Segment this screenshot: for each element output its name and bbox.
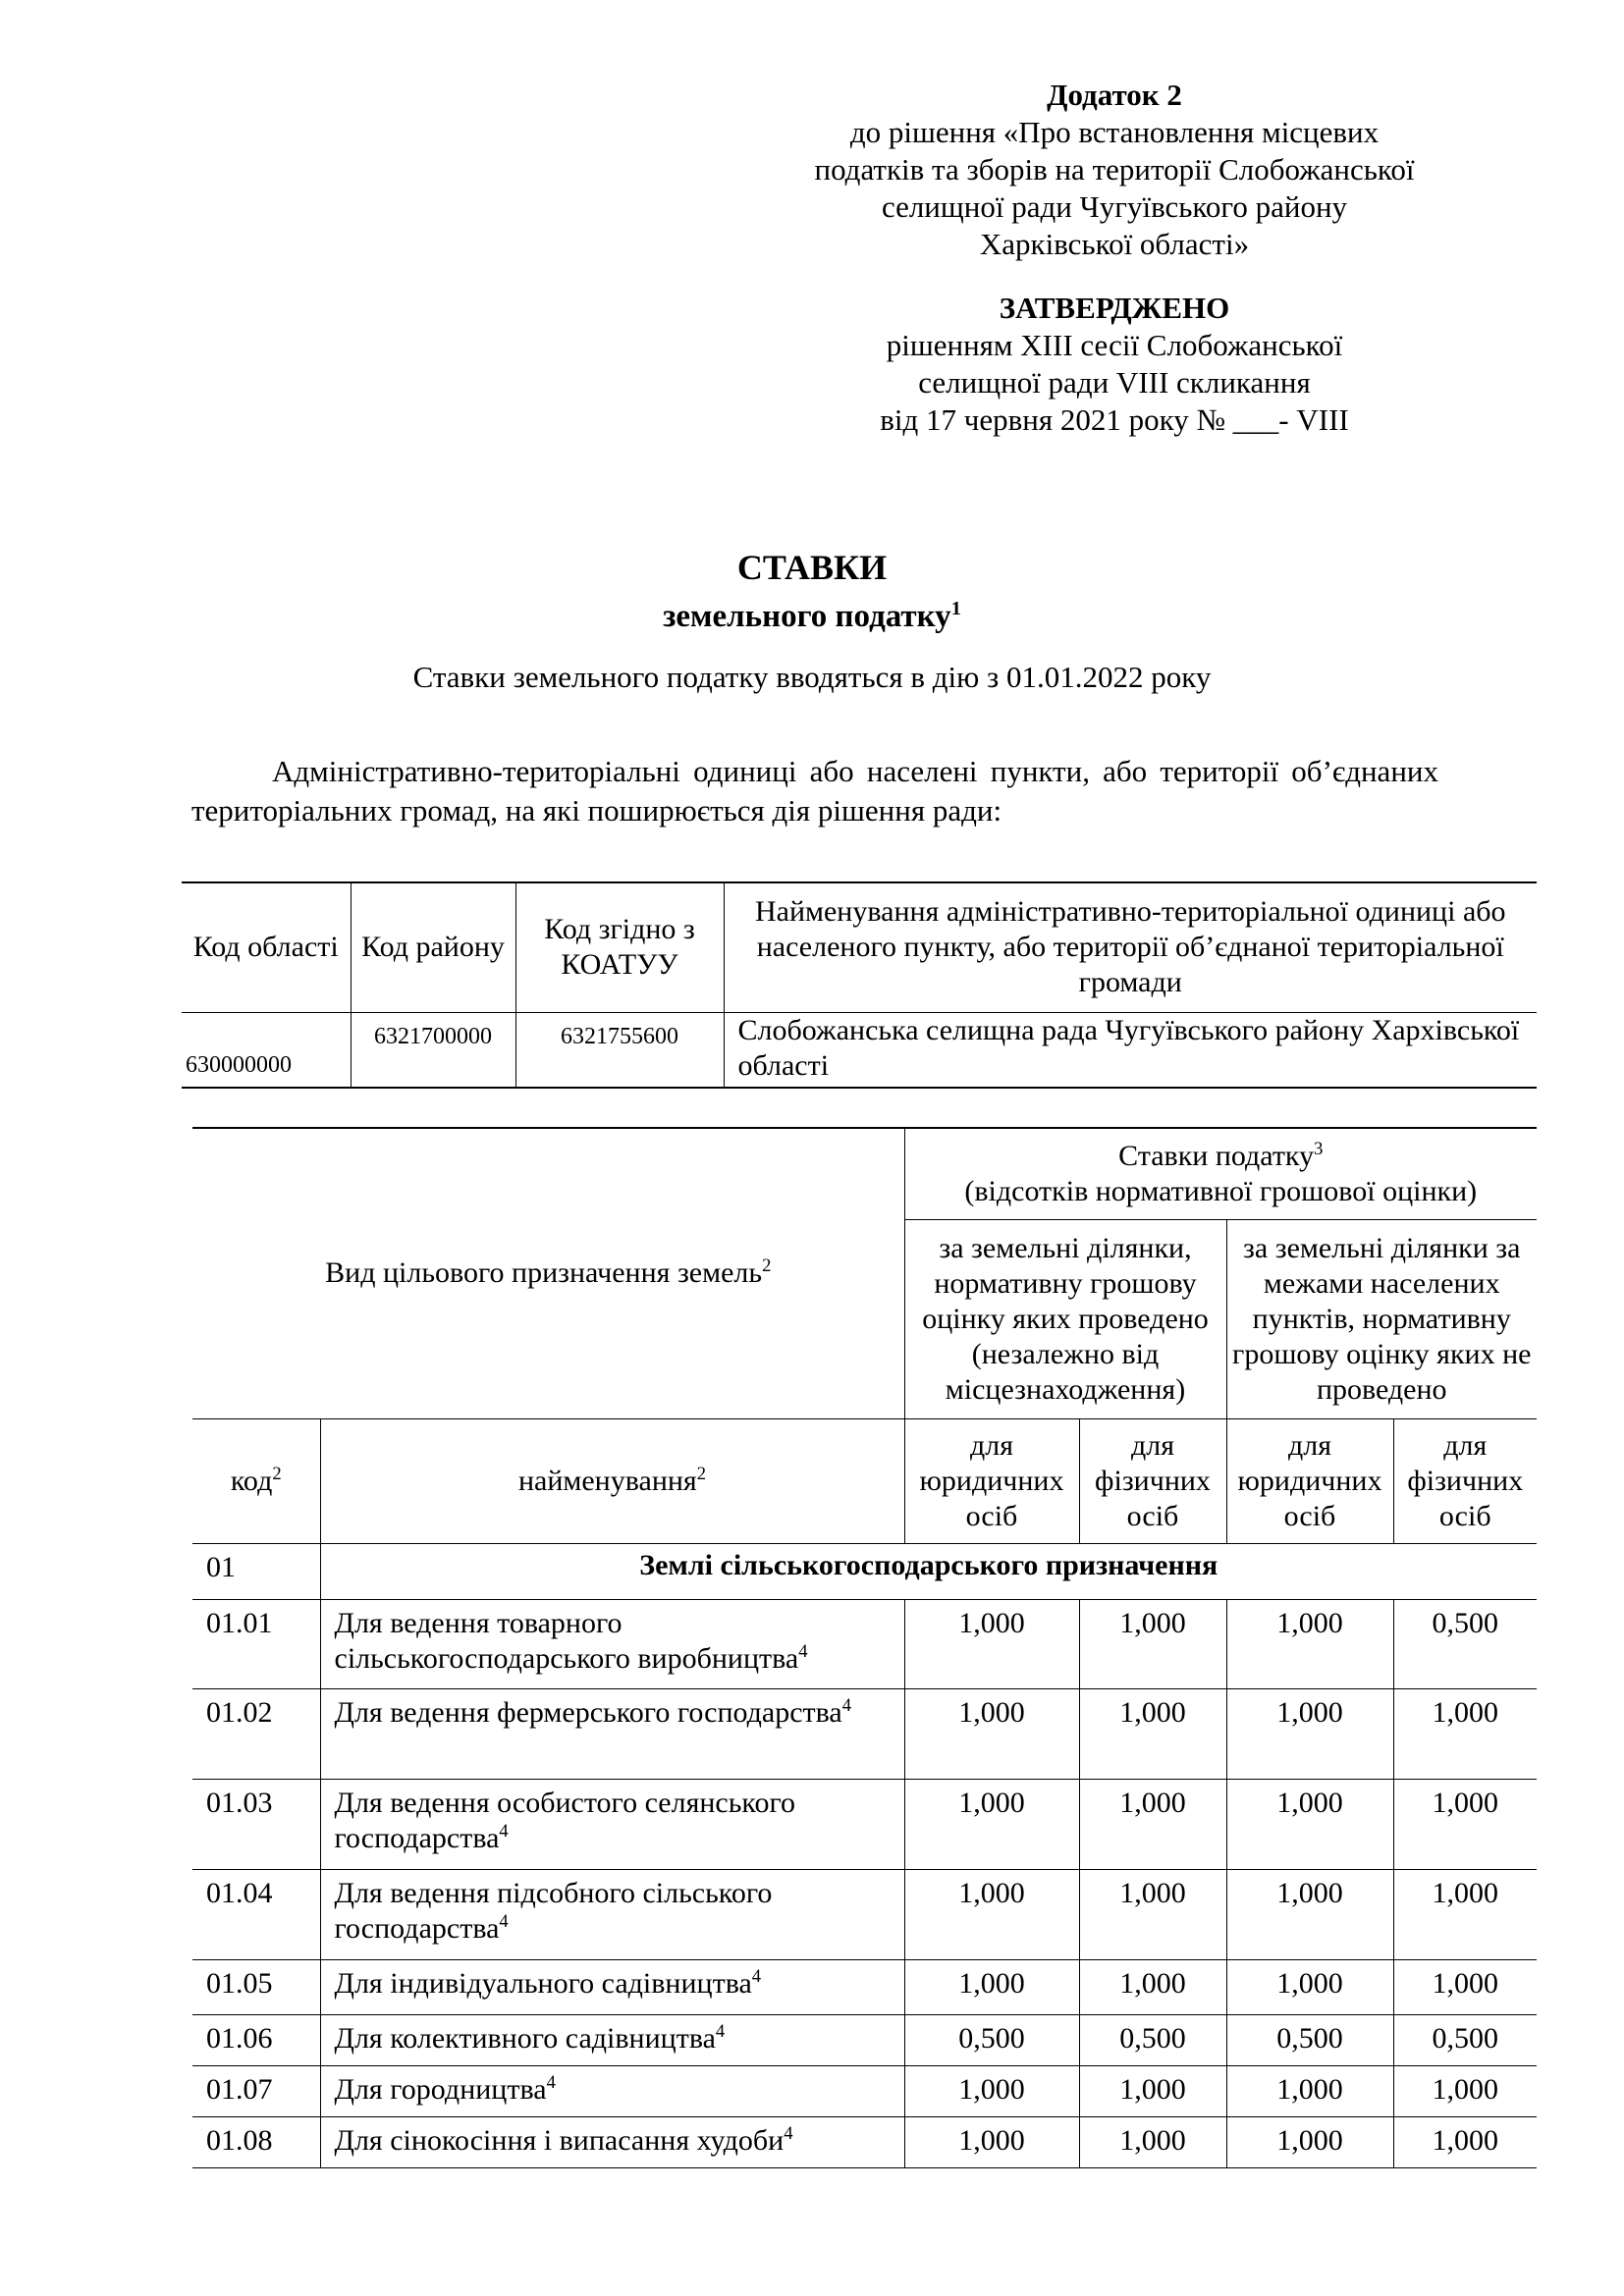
footnote-ref: 4 bbox=[499, 1820, 509, 1842]
legal-entities-header: для юридичних осіб bbox=[904, 1418, 1079, 1543]
rate-assessed-individual: 1,000 bbox=[1079, 1959, 1226, 2014]
rate-row bbox=[192, 2065, 1537, 2116]
rate-unassessed-individual: 1,000 bbox=[1393, 1688, 1537, 1779]
district-code-value: 6321700000 bbox=[351, 1012, 515, 1088]
footnote-ref: 2 bbox=[272, 1463, 282, 1484]
assessed-header: за земельні ділянки, нормативну грошову оцінку яких проведено (незалежно від місцезнаходження) bbox=[904, 1219, 1226, 1418]
individuals-header: для фізичних осіб bbox=[1079, 1418, 1226, 1543]
rate-unassessed-individual: 1,000 bbox=[1393, 1869, 1537, 1959]
approved-block bbox=[746, 290, 1483, 439]
rate-row bbox=[192, 2014, 1537, 2065]
not-assessed-header: за земельні ділянки за межами населених пунктів, нормативну грошову оцінку яких не проведено bbox=[1226, 1219, 1537, 1418]
rate-assessed-individual: 1,000 bbox=[1079, 2116, 1226, 2167]
tax-rates-table bbox=[192, 1127, 1537, 2168]
footnote-ref: 4 bbox=[499, 1910, 509, 1932]
appendix-line: селищної ради Чугуївського району bbox=[881, 189, 1348, 224]
rate-assessed-legal: 1,000 bbox=[904, 1599, 1079, 1688]
rates-subheader: (відсотків нормативної грошової оцінки) bbox=[964, 1174, 1478, 1207]
land-use-code: 01.04 bbox=[192, 1869, 320, 1959]
koatuu-value: 6321755600 bbox=[515, 1012, 724, 1088]
land-use-code: 01.08 bbox=[192, 2116, 320, 2167]
rate-assessed-individual: 1,000 bbox=[1079, 2065, 1226, 2116]
land-use-code: 01.06 bbox=[192, 2014, 320, 2065]
header-unit-name: Найменування адміністративно-територіальної одиниці або населеного пункту, або території об’єднаної територіальної громади bbox=[724, 882, 1537, 1012]
approved-line: рішенням XIII сесії Слобожанської bbox=[886, 328, 1343, 362]
land-use-name-text: Для ведення особистого селянського господарства bbox=[334, 1786, 796, 1854]
rate-unassessed-legal: 0,500 bbox=[1226, 2014, 1393, 2065]
header-district-code: Код району bbox=[351, 882, 515, 1012]
land-use-name bbox=[320, 1779, 904, 1869]
rate-assessed-individual: 1,000 bbox=[1079, 1869, 1226, 1959]
appendix-line: до рішення «Про встановлення місцевих bbox=[849, 115, 1380, 149]
intro-paragraph: Адміністративно-територіальні одиниці або населені пункти, або території об’єднаних територіальних громад, на які поширюється дія рішення ради: bbox=[191, 754, 1438, 828]
rates-header-text: Ставки податку bbox=[1118, 1139, 1315, 1172]
purpose-header bbox=[192, 1128, 904, 1418]
rate-row bbox=[192, 1688, 1537, 1779]
rate-unassessed-legal: 1,000 bbox=[1226, 1959, 1393, 2014]
land-use-name bbox=[320, 1959, 904, 2014]
rate-unassessed-legal: 1,000 bbox=[1226, 2065, 1393, 2116]
footnote-ref: 3 bbox=[1314, 1138, 1324, 1159]
footnote-ref: 2 bbox=[762, 1255, 772, 1277]
footnote-ref: 4 bbox=[546, 2071, 556, 2093]
land-use-name-text: Для ведення товарного сільськогосподарського виробництва bbox=[334, 1606, 799, 1675]
land-use-name bbox=[320, 1869, 904, 1959]
subtitle-text: земельного податку bbox=[663, 599, 951, 634]
header-region-code: Код області bbox=[182, 882, 351, 1012]
individuals-header: для фізичних осіб bbox=[1393, 1418, 1537, 1543]
group-title: Землі сільськогосподарського призначення bbox=[320, 1543, 1537, 1599]
footnote-ref: 4 bbox=[784, 2122, 793, 2144]
footnote-ref: 2 bbox=[696, 1463, 707, 1484]
rate-unassessed-legal: 1,000 bbox=[1226, 1869, 1393, 1959]
footnote-ref: 4 bbox=[798, 1640, 808, 1662]
code-header-text: код bbox=[230, 1464, 273, 1497]
approved-title: ЗАТВЕРДЖЕНО bbox=[999, 291, 1230, 325]
footnote-ref: 4 bbox=[715, 2020, 726, 2042]
rate-assessed-individual: 1,000 bbox=[1079, 1599, 1226, 1688]
rate-unassessed-individual: 1,000 bbox=[1393, 2116, 1537, 2167]
land-use-name bbox=[320, 2116, 904, 2167]
rate-row bbox=[192, 1779, 1537, 1869]
land-use-code: 01.03 bbox=[192, 1779, 320, 1869]
rate-unassessed-individual: 1,000 bbox=[1393, 2065, 1537, 2116]
rate-unassessed-individual: 1,000 bbox=[1393, 1779, 1537, 1869]
approved-line: від 17 червня 2021 року № ___- VIII bbox=[880, 402, 1349, 437]
land-use-name bbox=[320, 1688, 904, 1779]
admin-units-table bbox=[182, 881, 1537, 1089]
purpose-header-text: Вид цільового призначення земель bbox=[325, 1256, 763, 1290]
land-use-name-text: Для індивідуального садівництва bbox=[334, 1966, 752, 2000]
land-use-name-text: Для сінокосіння і випасання худоби bbox=[334, 2123, 785, 2157]
land-use-name bbox=[320, 2014, 904, 2065]
legal-entities-header: для юридичних осіб bbox=[1226, 1418, 1393, 1543]
rate-unassessed-legal: 1,000 bbox=[1226, 2116, 1393, 2167]
appendix-block bbox=[746, 77, 1483, 263]
rate-row bbox=[192, 1599, 1537, 1688]
land-use-name-text: Для городництва bbox=[334, 2072, 547, 2106]
region-code-value: 630000000 bbox=[182, 1012, 351, 1088]
rate-assessed-legal: 1,000 bbox=[904, 2116, 1079, 2167]
rate-assessed-individual: 1,000 bbox=[1079, 1779, 1226, 1869]
footnote-ref: 1 bbox=[950, 598, 961, 619]
document-title: СТАВКИ bbox=[736, 548, 888, 587]
header-koatuu: Код згідно з КОАТУУ bbox=[515, 882, 724, 1012]
footnote-ref: 4 bbox=[841, 1694, 852, 1716]
group-code: 01 bbox=[192, 1543, 320, 1599]
appendix-line: Харківської області» bbox=[979, 227, 1250, 261]
rate-unassessed-legal: 1,000 bbox=[1226, 1599, 1393, 1688]
rate-unassessed-individual: 0,500 bbox=[1393, 2014, 1537, 2065]
approved-line: селищної ради VIII скликання bbox=[918, 365, 1311, 400]
appendix-line: податків та зборів на території Слобожанської bbox=[814, 152, 1415, 187]
rate-assessed-individual: 1,000 bbox=[1079, 1688, 1226, 1779]
rate-assessed-legal: 1,000 bbox=[904, 1869, 1079, 1959]
land-use-code: 01.02 bbox=[192, 1688, 320, 1779]
land-use-code: 01.01 bbox=[192, 1599, 320, 1688]
footnote-ref: 4 bbox=[751, 1965, 762, 1987]
rate-unassessed-individual: 1,000 bbox=[1393, 1959, 1537, 2014]
code-header bbox=[192, 1418, 320, 1543]
rate-row bbox=[192, 1959, 1537, 2014]
rate-assessed-legal: 1,000 bbox=[904, 1688, 1079, 1779]
land-use-code: 01.07 bbox=[192, 2065, 320, 2116]
land-use-name bbox=[320, 1599, 904, 1688]
land-use-name-text: Для ведення підсобного сільського господарства bbox=[334, 1876, 773, 1945]
rate-unassessed-individual: 0,500 bbox=[1393, 1599, 1537, 1688]
rate-unassessed-legal: 1,000 bbox=[1226, 1688, 1393, 1779]
rate-row bbox=[192, 1869, 1537, 1959]
name-header-text: найменування bbox=[517, 1464, 697, 1497]
rate-unassessed-legal: 1,000 bbox=[1226, 1779, 1393, 1869]
rate-assessed-legal: 0,500 bbox=[904, 2014, 1079, 2065]
document-subtitle bbox=[0, 599, 1624, 635]
land-use-name-text: Для ведення фермерського господарства bbox=[334, 1695, 842, 1729]
rate-assessed-legal: 1,000 bbox=[904, 1779, 1079, 1869]
group-row bbox=[192, 1543, 1537, 1599]
rates-header bbox=[904, 1128, 1537, 1219]
land-use-name-text: Для колективного садівництва bbox=[334, 2021, 716, 2055]
rate-assessed-individual: 0,500 bbox=[1079, 2014, 1226, 2065]
name-header bbox=[320, 1418, 904, 1543]
rate-row bbox=[192, 2116, 1537, 2167]
land-use-name bbox=[320, 2065, 904, 2116]
appendix-title: Додаток 2 bbox=[1047, 78, 1182, 112]
land-use-code: 01.05 bbox=[192, 1959, 320, 2014]
unit-name-value: Слобожанська селищна рада Чугуївського району Хархівської області bbox=[724, 1012, 1537, 1088]
rate-assessed-legal: 1,000 bbox=[904, 2065, 1079, 2116]
rate-assessed-legal: 1,000 bbox=[904, 1959, 1079, 2014]
rate-rows bbox=[192, 1599, 1537, 2167]
effective-date-note: Ставки земельного податку вводяться в дію з 01.01.2022 року bbox=[412, 660, 1212, 694]
